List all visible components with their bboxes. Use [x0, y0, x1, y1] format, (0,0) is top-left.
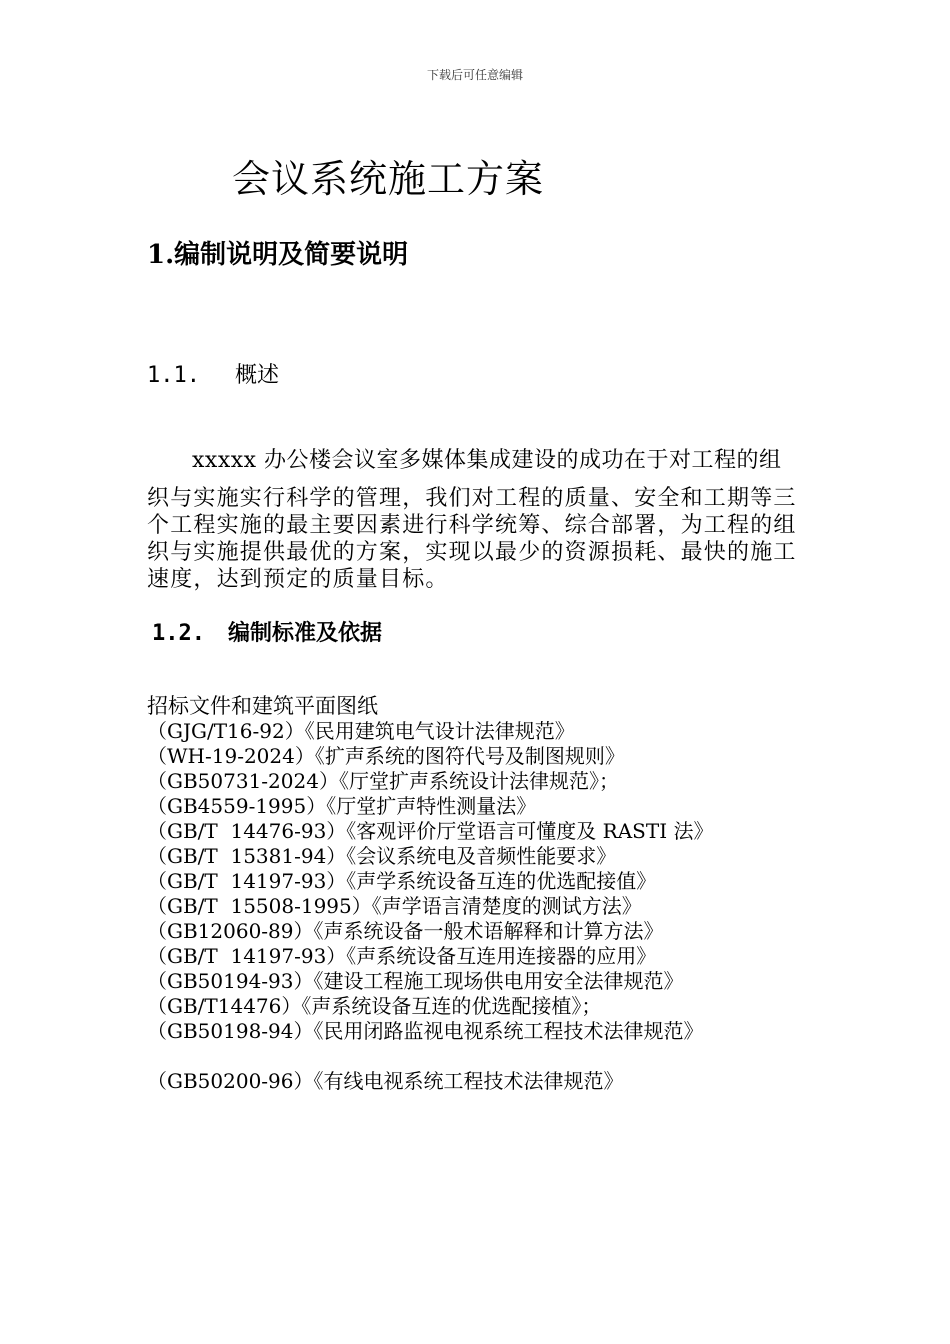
- standard-item: （GJG/T16-92）《民用建筑电气设计法律规范》: [147, 719, 575, 743]
- standard-item: （GB/T 14476-93）《客观评价厅堂语言可懂度及 RASTI 法》: [147, 819, 714, 843]
- paragraph-first-line: xxxxx 办公楼会议室多媒体集成建设的成功在于对工程的组: [192, 448, 782, 473]
- section-title: 概述: [235, 363, 280, 388]
- standard-item: （GB/T14476）《声系统设备互连的优选配接植》；: [147, 994, 602, 1018]
- paragraph-body: 织与实施实行科学的管理，我们对工程的质量、安全和工期等三个工程实施的最主要因素进行科学统筹、综合部署，为工程的组织与实施提供最优的方案，实现以最少的资源损耗、最快的施工速度，达到预定的质量目标。: [147, 486, 797, 592]
- standard-item: （GB/T 15508-1995）《声学语言清楚度的测试方法》: [147, 894, 642, 918]
- page-header: 下载后可任意编辑: [426, 68, 523, 82]
- standard-item: （GB50194-93）《建设工程施工现场供电用安全法律规范》: [147, 969, 684, 993]
- standard-item: （GB4559-1995）《厅堂扩声特性测量法》: [147, 794, 537, 818]
- list-spacer: [147, 1044, 713, 1069]
- section-number: 1.1.: [147, 363, 200, 388]
- section-number: 1.2.: [152, 621, 205, 646]
- section-1-2-heading: [152, 616, 382, 647]
- overview-paragraph: [147, 447, 807, 593]
- standards-intro: 招标文件和建筑平面图纸: [147, 694, 378, 718]
- standards-list: [147, 694, 713, 1094]
- section-1-1-heading: [147, 358, 279, 389]
- standard-item: （GB50200-96）《有线电视系统工程技术法律规范》: [147, 1069, 624, 1093]
- document-title: 会议系统施工方案: [232, 157, 545, 201]
- section-1-heading: 1.编制说明及简要说明: [147, 240, 409, 270]
- standard-item: （GB12060-89）《声系统设备一般术语解释和计算方法》: [147, 919, 664, 943]
- standard-item: （GB50731-2024）《厅堂扩声系统设计法律规范》；: [147, 769, 619, 793]
- standard-item: （GB/T 14197-93）《声系统设备互连用连接器的应用》: [147, 944, 657, 968]
- standard-item: （GB/T 15381-94）《会议系统电及音频性能要求》: [147, 844, 617, 868]
- section-title: 编制标准及依据: [228, 620, 383, 646]
- standard-item: （GB/T 14197-93）《声学系统设备互连的优选配接值》: [147, 869, 657, 893]
- standard-item: （WH-19-2024）《扩声系统的图符代号及制图规则》: [147, 744, 625, 768]
- standard-item: （GB50198-94）《民用闭路监视电视系统工程技术法律规范》: [147, 1019, 704, 1043]
